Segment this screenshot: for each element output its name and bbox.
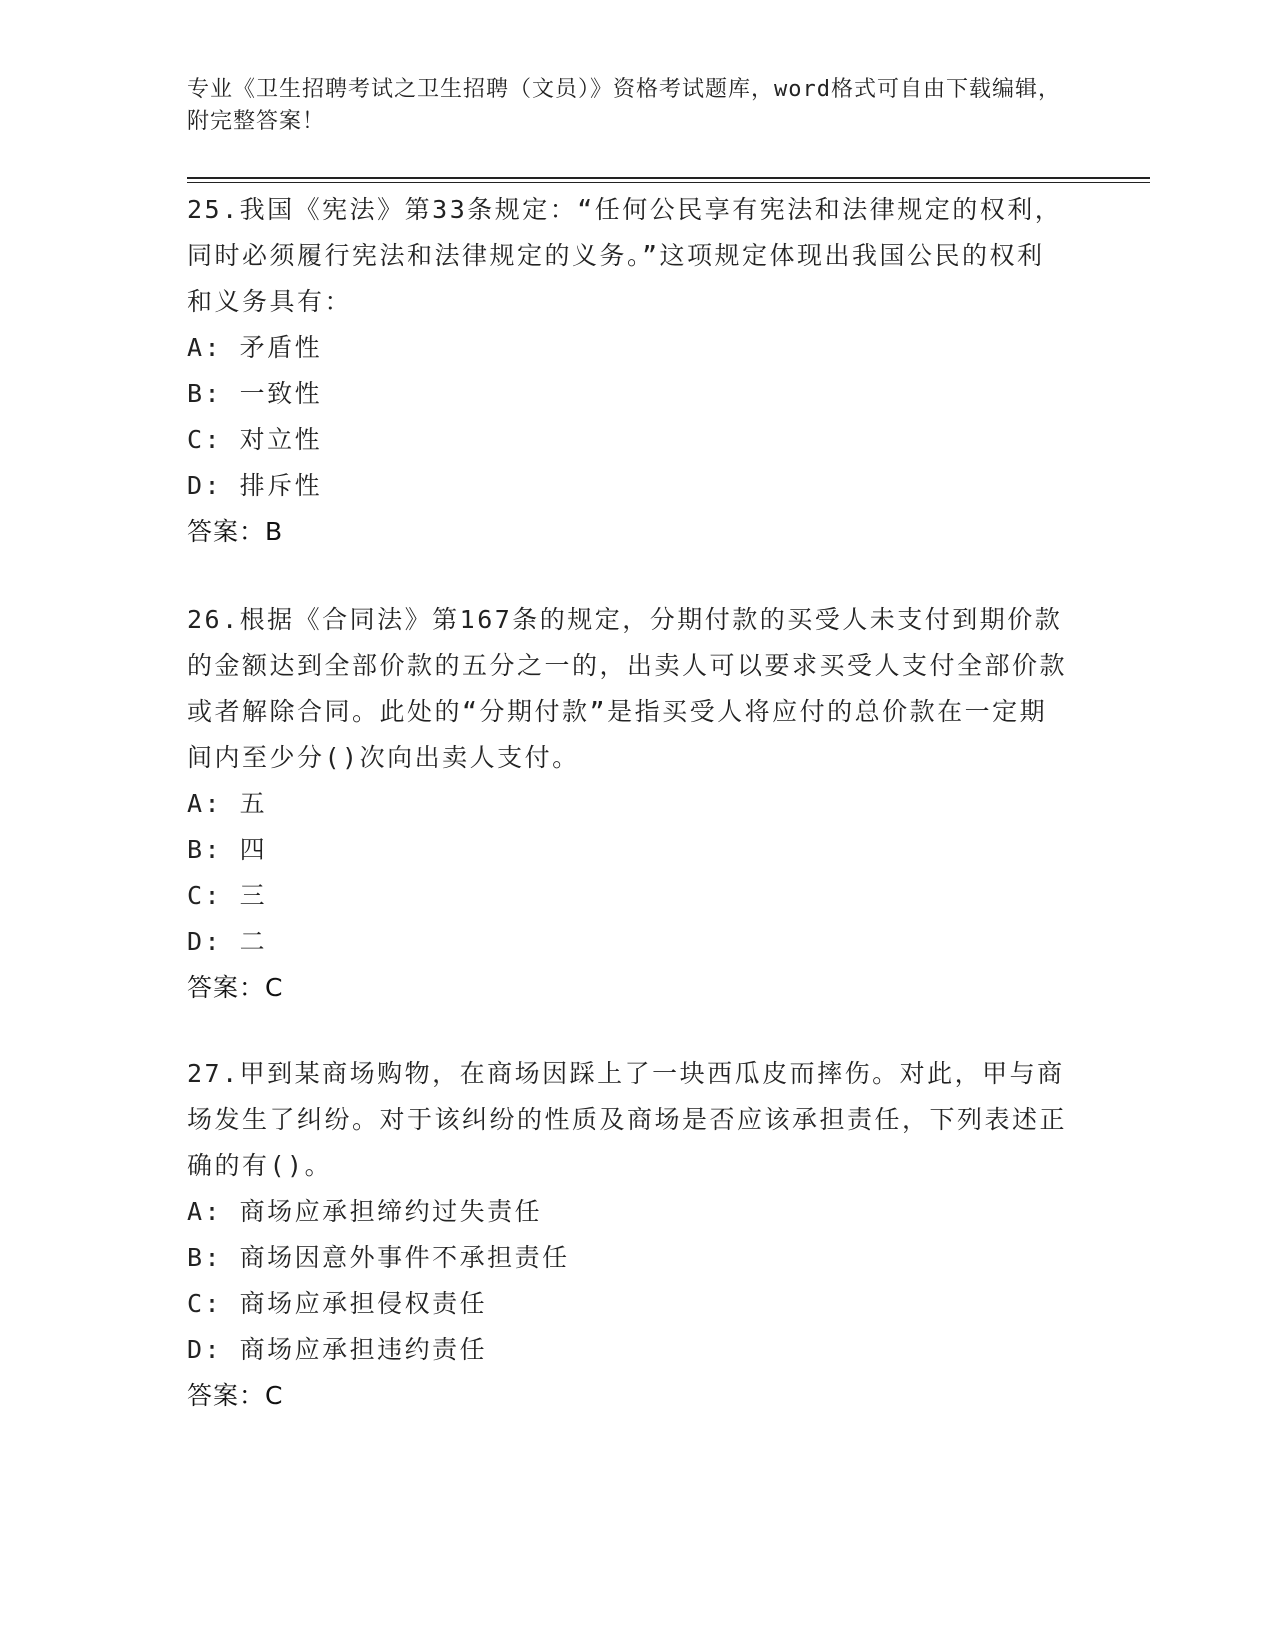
option-a: A: 商场应承担缔约过失责任 <box>187 1197 543 1226</box>
answer: 答案：C <box>187 1381 284 1410</box>
header-divider-thin <box>187 182 1150 183</box>
answer: 答案：B <box>187 517 284 546</box>
question-stem: 25.我国《宪法》第33条规定：“任何公民享有宪法和法律规定的权利，同时必须履行宪法和法律规定的义务。”这项规定体现出我国公民的权利和义务具有： <box>187 195 1063 316</box>
option-d: D: 二 <box>187 927 268 956</box>
option-a: A: 五 <box>187 789 268 818</box>
option-b: B: 四 <box>187 835 268 864</box>
question-25 <box>187 187 1067 555</box>
header-divider-thick <box>187 177 1150 179</box>
option-c: C: 三 <box>187 881 268 910</box>
option-d: D: 排斥性 <box>187 471 323 500</box>
answer: 答案：C <box>187 973 284 1002</box>
option-a: A: 矛盾性 <box>187 333 323 362</box>
question-26 <box>187 597 1067 1011</box>
option-b: B: 一致性 <box>187 379 323 408</box>
question-27 <box>187 1051 1067 1419</box>
option-c: C: 商场应承担侵权责任 <box>187 1289 488 1318</box>
document-header: 专业《卫生招聘考试之卫生招聘（文员）》资格考试题库，word格式可自由下载编辑，附完整答案！ <box>187 77 1061 134</box>
option-c: C: 对立性 <box>187 425 323 454</box>
option-b: B: 商场因意外事件不承担责任 <box>187 1243 570 1272</box>
question-stem: 27.甲到某商场购物，在商场因踩上了一块西瓜皮而摔伤。对此，甲与商场发生了纠纷。对于该纠纷的性质及商场是否应该承担责任，下列表述正确的有()。 <box>187 1059 1068 1180</box>
question-stem: 26.根据《合同法》第167条的规定，分期付款的买受人未支付到期价款的金额达到全部价款的五分之一的，出卖人可以要求买受人支付全部价款或者解除合同。此处的“分期付款”是指买受人将应付的总价款在一定期间内至少分()次向出卖人支付。 <box>187 605 1068 772</box>
option-d: D: 商场应承担违约责任 <box>187 1335 488 1364</box>
